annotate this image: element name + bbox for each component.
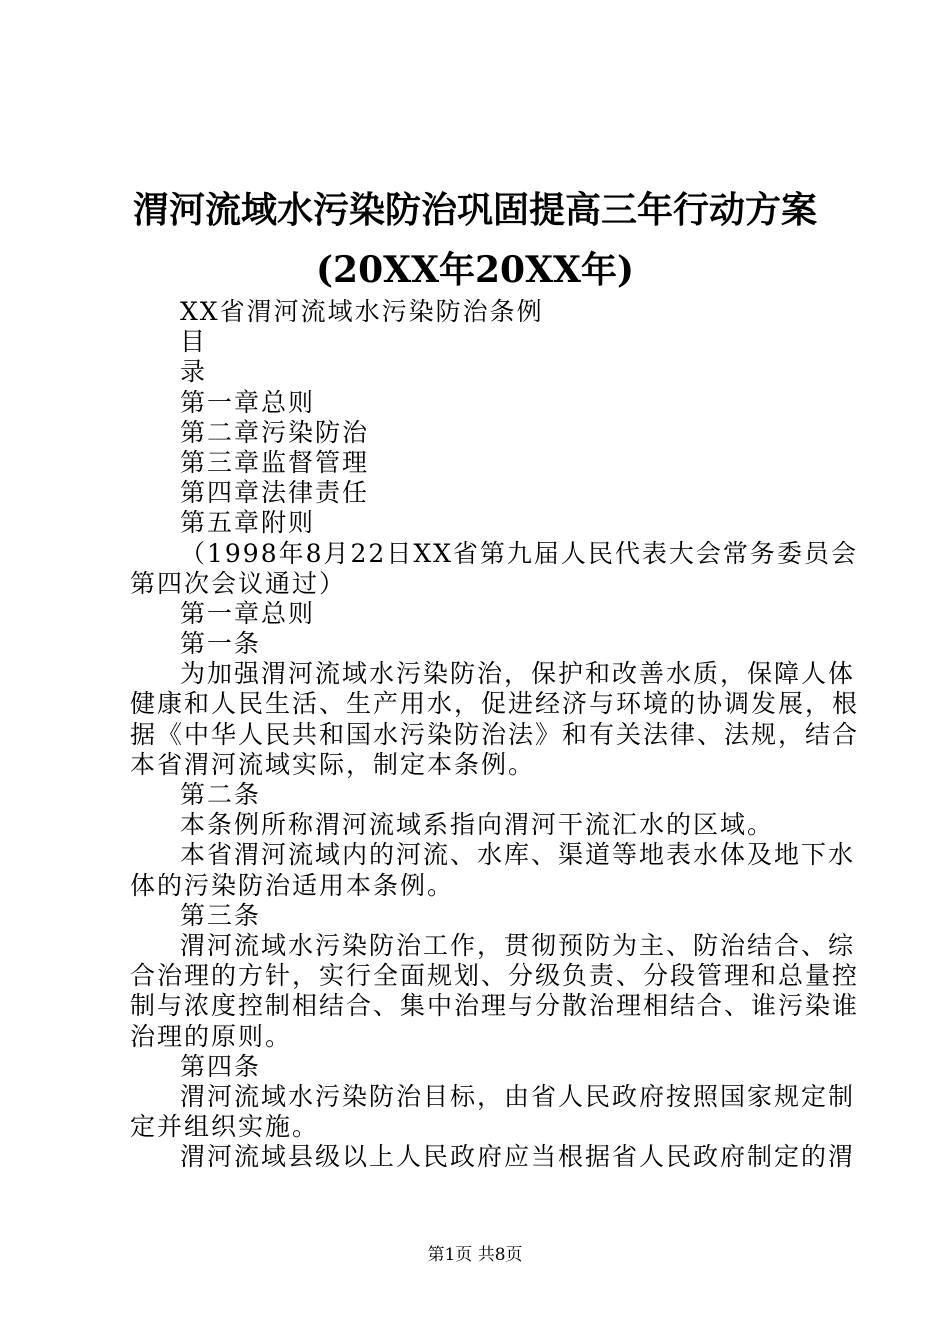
- body-line: 第五章附则: [180, 508, 316, 538]
- body-line: 第二条: [180, 780, 262, 809]
- body-line: 本条例所称渭河流域系指向渭河干流汇水的区域。: [180, 810, 775, 840]
- body-line: 体的污染防治适用本条例。: [130, 870, 455, 900]
- body-line: 健康和人民生活、生产用水，促进经济与环境的协调发展，根: [130, 689, 860, 719]
- body-line: 渭河流域县级以上人民政府应当根据省人民政府制定的渭: [180, 1142, 856, 1172]
- body-line: 目: [180, 327, 208, 357]
- body-line: 第一章总则: [180, 387, 316, 417]
- body-line: 合治理的方针，实行全面规划、分级负责、分段管理和总量控: [130, 961, 860, 991]
- document-body: [130, 297, 860, 1172]
- body-line: 第三条: [180, 900, 262, 930]
- body-line: 定并组织实施。: [130, 1112, 320, 1142]
- body-line: 渭河流域水污染防治工作，贯彻预防为主、防治结合、综: [180, 930, 856, 960]
- body-line: 据《中华人民共和国水污染防治法》和有关法律、法规，结合: [130, 719, 860, 749]
- document-title: 渭河流域水污染防治巩固提高三年行动方案: [132, 189, 817, 231]
- body-line: 制与浓度控制相结合、集中治理与分散治理相结合、谁污染谁: [130, 991, 860, 1021]
- body-line: 本省渭河流域内的河流、水库、渠道等地表水体及地下水: [180, 840, 856, 870]
- body-line: 第一章总则: [180, 598, 316, 628]
- body-line: （1998年8月22日XX省第九届人民代表大会常务委员会: [180, 538, 858, 568]
- document-subtitle: (20XX年20XX年): [316, 249, 634, 291]
- body-line: 第三章监督管理: [180, 447, 370, 477]
- body-line: 第一条: [180, 629, 262, 659]
- body-line: 本省渭河流域实际，制定本条例。: [130, 749, 536, 779]
- body-line: 渭河流域水污染防治目标，由省人民政府按照国家规定制: [180, 1081, 856, 1111]
- page-footer: 第1页 共8页: [427, 1245, 523, 1265]
- body-line: 为加强渭河流域水污染防治，保护和改善水质，保障人体: [180, 659, 856, 689]
- body-line: 第二章污染防治: [180, 417, 370, 447]
- body-line: 第四条: [180, 1051, 262, 1081]
- body-line: 治理的原则。: [130, 1021, 293, 1051]
- body-line: XX省渭河流域水污染防治条例: [180, 297, 544, 326]
- body-line: 录: [180, 357, 208, 387]
- body-line: 第四章法律责任: [180, 478, 370, 508]
- body-line: 第四次会议通过）: [130, 568, 347, 598]
